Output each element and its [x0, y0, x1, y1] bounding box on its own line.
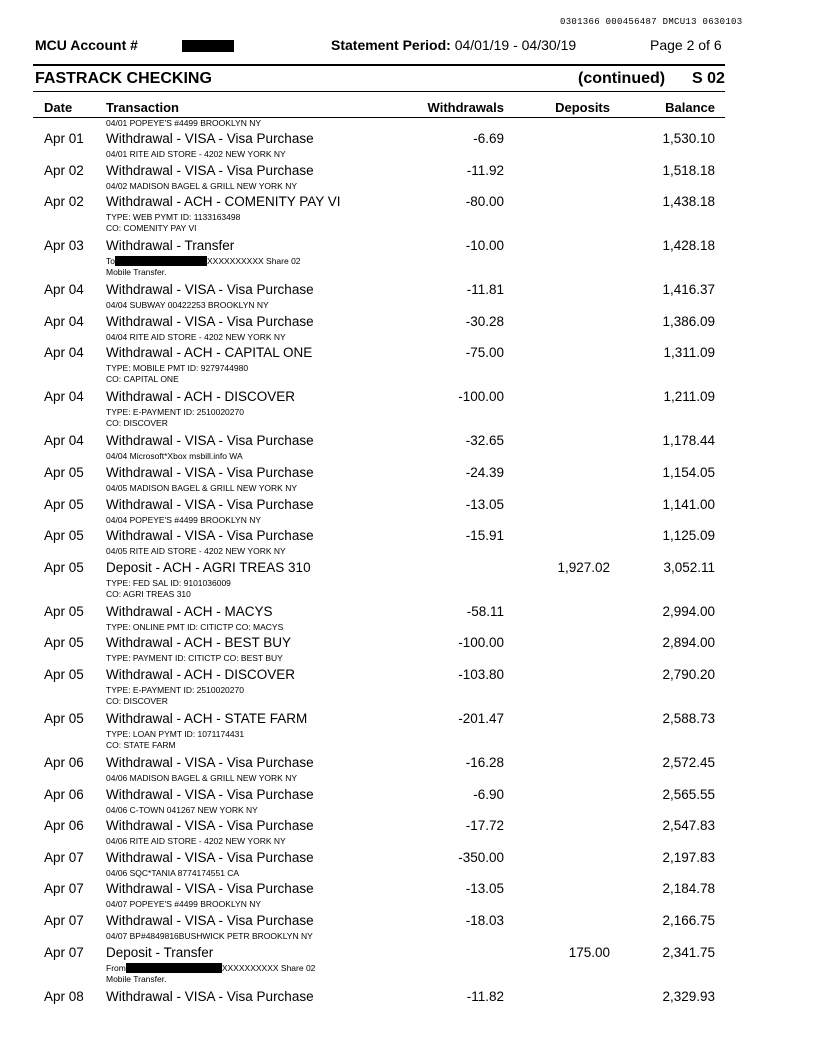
transaction-withdrawal: -10.00 [465, 238, 504, 254]
transaction-description: Withdrawal - ACH - DISCOVER [106, 389, 296, 405]
period-label: Statement Period: [331, 37, 451, 53]
transaction-date: Apr 05 [44, 603, 84, 619]
transaction-balance: 1,530.10 [662, 131, 715, 146]
transaction-details [106, 451, 243, 462]
transaction-row [0, 238, 816, 282]
transaction-balance: 1,438.18 [662, 194, 715, 210]
transaction-description: Withdrawal - VISA - Visa Purchase [106, 313, 314, 329]
detail-line-1: 04/01 RITE AID STORE - 4202 NEW YORK NY [106, 149, 286, 159]
transaction-details [106, 622, 283, 633]
title-divider [33, 91, 725, 92]
transaction-balance: 2,894.00 [662, 635, 715, 651]
detail-line-2: CO: STATE FARM [106, 739, 176, 750]
detail-line-1: TYPE: PAYMENT ID: CITICTP CO: BEST BUY [106, 653, 283, 664]
transaction-withdrawal: -201.47 [458, 710, 504, 726]
transaction-description: Withdrawal - VISA - Visa Purchase [106, 433, 314, 449]
transaction-details [106, 332, 286, 343]
transaction-description: Withdrawal - VISA - Visa Purchase [106, 818, 314, 834]
transaction-withdrawal: -58.11 [466, 603, 504, 619]
transaction-balance: 1,125.09 [662, 528, 715, 544]
transaction-date: Apr 04 [44, 313, 84, 329]
transaction-description: Withdrawal - VISA - Visa Purchase [106, 849, 314, 865]
column-header-date: Date [44, 100, 73, 115]
transaction-withdrawal: -80.00 [465, 194, 504, 210]
column-header-withdrawals: Withdrawals [427, 100, 504, 115]
transaction-description: Withdrawal - ACH - STATE FARM [106, 710, 308, 726]
transaction-details [106, 407, 244, 429]
transaction-details [106, 868, 239, 879]
transaction-description: Withdrawal - VISA - Visa Purchase [106, 464, 314, 480]
transaction-details [106, 963, 315, 985]
transaction-balance: 2,166.75 [662, 912, 715, 928]
transaction-description: Withdrawal - ACH - BEST BUY [106, 635, 292, 651]
transaction-details [106, 181, 297, 192]
transaction-withdrawal: -350.00 [458, 849, 504, 865]
transaction-description: Withdrawal - VISA - Visa Purchase [106, 988, 314, 1004]
transaction-row [0, 433, 816, 465]
carryover-detail: 04/01 POPEYE'S #4499 BROOKLYN NY [106, 118, 262, 128]
transaction-details [106, 578, 231, 600]
transaction-details [106, 212, 240, 234]
detail-line-2: CO: CAPITAL ONE [106, 374, 179, 385]
transaction-date: Apr 01 [44, 131, 84, 146]
detail-line-1: TYPE: E-PAYMENT ID: 2510020270 [106, 684, 244, 695]
transaction-date: Apr 05 [44, 710, 84, 726]
transaction-deposit: 1,927.02 [557, 559, 610, 575]
transaction-balance: 3,052.11 [663, 559, 715, 575]
transaction-balance: 1,178.44 [662, 433, 715, 449]
transaction-row [0, 818, 816, 850]
detail-line-2: Mobile Transfer. [106, 267, 167, 278]
transaction-withdrawal: -30.28 [465, 313, 504, 329]
transaction-description: Withdrawal - VISA - Visa Purchase [106, 282, 314, 298]
transaction-date: Apr 02 [44, 194, 84, 210]
transaction-row [0, 163, 816, 195]
transaction-withdrawal: -100.00 [458, 389, 504, 405]
top-divider [33, 64, 725, 66]
transaction-row [0, 881, 816, 913]
transaction-withdrawal: -11.81 [466, 282, 504, 298]
transaction-balance: 2,588.73 [662, 710, 715, 726]
transaction-date: Apr 05 [44, 559, 84, 575]
transaction-details [106, 729, 244, 751]
detail-line-1 [106, 256, 301, 267]
transaction-withdrawal: -15.91 [465, 528, 504, 544]
transaction-row [0, 667, 816, 711]
transaction-withdrawal: -11.82 [466, 988, 504, 1004]
transaction-description: Withdrawal - VISA - Visa Purchase [106, 786, 314, 802]
transaction-balance: 2,329.93 [662, 988, 715, 1004]
transaction-description: Withdrawal - VISA - Visa Purchase [106, 131, 314, 146]
transaction-row [0, 913, 816, 945]
detail-line-1: 04/06 RITE AID STORE - 4202 NEW YORK NY [106, 836, 286, 847]
transaction-balance: 2,184.78 [662, 881, 715, 897]
detail-suffix: XXXXXXXXXX Share 02 [221, 962, 316, 973]
detail-line-1: TYPE: FED SAL ID: 9101036009 [106, 577, 231, 588]
transaction-balance: 1,311.09 [663, 345, 715, 361]
transaction-withdrawal: -18.03 [465, 912, 504, 928]
transaction-details [106, 899, 261, 910]
transaction-details [106, 931, 313, 942]
section-code: S 02 [692, 70, 725, 87]
transaction-withdrawal: -6.69 [473, 131, 504, 146]
transaction-deposit: 175.00 [568, 944, 610, 960]
transaction-row [0, 635, 816, 667]
period-value: 04/01/19 - 04/30/19 [454, 37, 577, 53]
detail-line-1 [106, 963, 315, 974]
transaction-description: Withdrawal - ACH - COMENITY PAY VI [106, 194, 341, 210]
transaction-row [0, 282, 816, 314]
detail-line-1: TYPE: WEB PYMT ID: 1133163498 [106, 212, 241, 223]
detail-line-1: TYPE: LOAN PYMT ID: 1071174431 [106, 728, 245, 739]
transaction-row [0, 850, 816, 882]
detail-line-2: Mobile Transfer. [106, 973, 167, 984]
transaction-details [106, 685, 244, 707]
transaction-withdrawal: -100.00 [458, 635, 504, 651]
transaction-withdrawal: -13.05 [465, 881, 504, 897]
transaction-details [106, 546, 286, 557]
transaction-date: Apr 06 [44, 818, 84, 834]
transaction-date: Apr 07 [44, 912, 84, 928]
transaction-row [0, 711, 816, 755]
page-number: Page 2 of 6 [650, 37, 722, 53]
redacted-account-number [182, 40, 234, 52]
transaction-balance: 2,197.83 [662, 849, 715, 865]
transaction-date: Apr 07 [44, 944, 84, 960]
transaction-date: Apr 04 [44, 433, 84, 449]
transaction-balance: 2,790.20 [662, 666, 715, 682]
redacted-account-block [115, 256, 207, 266]
transaction-details [106, 805, 258, 816]
detail-line-1: 04/04 POPEYE'S #4499 BROOKLYN NY [106, 514, 262, 525]
transaction-balance: 2,341.75 [662, 944, 715, 960]
transaction-withdrawal: -32.65 [465, 433, 504, 449]
transaction-withdrawal: -103.80 [458, 666, 504, 682]
transaction-date: Apr 04 [44, 389, 84, 405]
detail-line-1: 04/07 BP#4849816BUSHWICK PETR BROOKLYN NY [106, 930, 313, 941]
transaction-description: Withdrawal - VISA - Visa Purchase [106, 162, 314, 178]
transaction-balance: 2,547.83 [662, 818, 715, 834]
transaction-row [0, 465, 816, 497]
transaction-row [0, 389, 816, 433]
transaction-balance: 2,565.55 [662, 786, 715, 802]
transaction-date: Apr 05 [44, 496, 84, 512]
transaction-row [0, 194, 816, 238]
transaction-date: Apr 03 [44, 238, 84, 254]
transaction-description: Withdrawal - VISA - Visa Purchase [106, 912, 314, 928]
transaction-row [0, 989, 816, 1021]
transaction-description: Withdrawal - VISA - Visa Purchase [106, 754, 314, 770]
transaction-description: Withdrawal - ACH - DISCOVER [106, 666, 296, 682]
detail-line-2: CO: AGRI TREAS 310 [106, 588, 191, 599]
transaction-details [106, 256, 301, 278]
transaction-withdrawal: -24.39 [465, 464, 504, 480]
transaction-row [0, 528, 816, 560]
transaction-withdrawal: -6.90 [473, 786, 504, 802]
statement-period [331, 37, 576, 53]
transaction-details [106, 483, 297, 494]
transaction-details [106, 773, 297, 784]
transaction-description: Withdrawal - VISA - Visa Purchase [106, 528, 314, 544]
transaction-description: Withdrawal - Transfer [106, 238, 235, 254]
transaction-date: Apr 06 [44, 786, 84, 802]
transaction-balance: 2,994.00 [662, 603, 715, 619]
detail-line-2: CO: DISCOVER [106, 418, 168, 429]
transaction-date: Apr 07 [44, 881, 84, 897]
transaction-balance: 1,386.09 [662, 313, 715, 329]
transaction-balance: 1,211.09 [663, 389, 715, 405]
detail-line-1: 04/02 MADISON BAGEL & GRILL NEW YORK NY [106, 180, 297, 191]
transaction-row [0, 560, 816, 604]
account-label: MCU Account # [35, 37, 138, 53]
transaction-date: Apr 06 [44, 754, 84, 770]
detail-line-1: TYPE: E-PAYMENT ID: 2510020270 [106, 407, 244, 418]
transaction-row [0, 945, 816, 989]
transaction-details [106, 836, 286, 847]
transaction-balance: 2,572.45 [662, 754, 715, 770]
detail-line-1: 04/07 POPEYE'S #4499 BROOKLYN NY [106, 899, 262, 910]
detail-prefix: To [106, 256, 115, 267]
transaction-balance: 1,428.18 [662, 238, 715, 254]
detail-line-1: TYPE: ONLINE PMT ID: CITICTP CO: MACYS [106, 621, 284, 632]
transaction-date: Apr 05 [44, 528, 84, 544]
transaction-details [106, 363, 248, 385]
transaction-list [0, 131, 816, 1020]
transaction-date: Apr 07 [44, 849, 84, 865]
transaction-description: Deposit - ACH - AGRI TREAS 310 [106, 559, 311, 575]
transaction-description: Withdrawal - VISA - Visa Purchase [106, 496, 314, 512]
transaction-description: Withdrawal - ACH - MACYS [106, 603, 273, 619]
detail-prefix: From [106, 962, 126, 973]
transaction-row [0, 787, 816, 819]
detail-line-1: TYPE: MOBILE PMT ID: 9279744980 [106, 363, 249, 374]
detail-line-1: 04/04 RITE AID STORE - 4202 NEW YORK NY [106, 331, 286, 342]
transaction-date: Apr 08 [44, 988, 84, 1004]
detail-line-2: CO: DISCOVER [106, 695, 168, 706]
detail-line-1: 04/04 SUBWAY 00422253 BROOKLYN NY [106, 300, 269, 311]
column-header-transaction: Transaction [106, 100, 179, 115]
transaction-details [106, 515, 261, 526]
transaction-row [0, 314, 816, 346]
transaction-balance: 1,416.37 [662, 282, 715, 298]
transaction-date: Apr 05 [44, 635, 84, 651]
transaction-description: Deposit - Transfer [106, 944, 214, 960]
transaction-date: Apr 04 [44, 282, 84, 298]
transaction-date: Apr 04 [44, 345, 84, 361]
detail-suffix: XXXXXXXXXX Share 02 [206, 256, 301, 267]
continued-label: (continued) [578, 70, 666, 87]
transaction-withdrawal: -11.92 [466, 162, 504, 178]
transaction-balance: 1,518.18 [662, 162, 715, 178]
detail-line-1: 04/04 Microsoft*Xbox msbill.info WA [106, 451, 243, 462]
transaction-balance: 1,141.00 [662, 496, 715, 512]
transaction-description: Withdrawal - ACH - CAPITAL ONE [106, 345, 313, 361]
transaction-balance: 1,154.05 [662, 464, 715, 480]
transaction-details [106, 149, 286, 160]
transaction-details [106, 300, 269, 311]
detail-line-1: 04/06 C-TOWN 041267 NEW YORK NY [106, 804, 258, 815]
transaction-row [0, 131, 816, 163]
transaction-row [0, 755, 816, 787]
redacted-account-block [126, 963, 222, 973]
transaction-withdrawal: -17.72 [465, 818, 504, 834]
transaction-row [0, 345, 816, 389]
transaction-description: Withdrawal - VISA - Visa Purchase [106, 881, 314, 897]
detail-line-1: 04/06 SQC*TANIA 8774174551 CA [106, 867, 240, 878]
transaction-row [0, 604, 816, 636]
detail-line-1: 04/05 RITE AID STORE - 4202 NEW YORK NY [106, 546, 286, 557]
column-header-balance: Balance [665, 100, 715, 115]
transaction-withdrawal: -75.00 [465, 345, 504, 361]
column-header-deposits: Deposits [555, 100, 610, 115]
ocr-reference-line: 0301366 000456487 DMCU13 0630103 [560, 17, 743, 27]
transaction-date: Apr 05 [44, 464, 84, 480]
transaction-withdrawal: -16.28 [465, 754, 504, 770]
transaction-date: Apr 02 [44, 162, 84, 178]
transaction-withdrawal: -13.05 [465, 496, 504, 512]
detail-line-1: 04/06 MADISON BAGEL & GRILL NEW YORK NY [106, 772, 297, 783]
transaction-details [106, 653, 283, 664]
detail-line-2: CO: COMENITY PAY VI [106, 223, 197, 234]
transaction-row [0, 497, 816, 529]
transaction-date: Apr 05 [44, 666, 84, 682]
section-title: FASTRACK CHECKING [35, 70, 212, 87]
detail-line-1: 04/05 MADISON BAGEL & GRILL NEW YORK NY [106, 482, 297, 493]
